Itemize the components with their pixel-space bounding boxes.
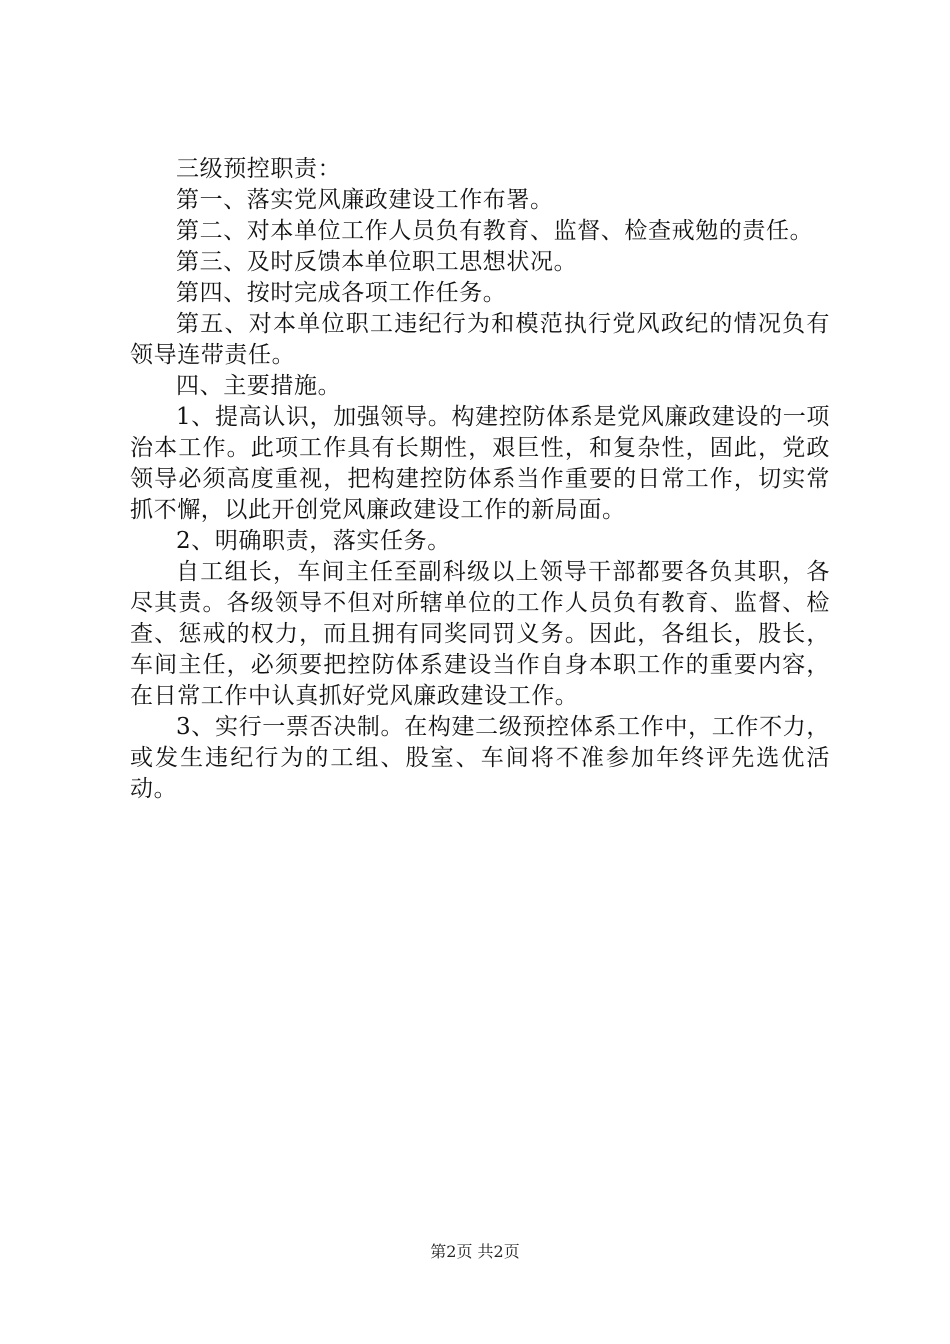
section-heading-measures: 四、主要措施。 [176,373,342,399]
paragraph-duty-2: 第二、对本单位工作人员负有教育、监督、检查戒勉的责任。 [176,218,814,244]
paragraph-measure-3: 3、实行一票否决制。在构建二级预控体系工作中，工作不力，或发生违纪行为的工组、股室、车间将不准参加年终评先选优活动。 [130,714,830,802]
paragraph-measure-1: 1、提高认识，加强领导。构建控防体系是党风廉政建设的一项治本工作。此项工作具有长期性，艰巨性，和复杂性，固此，党政领导必须高度重视，把构建控防体系当作重要的日常工作，切实常抓不懈，以此开创党风廉政建设工作的新局面。 [130,404,830,523]
paragraph-measure-2-heading: 2、明确职责，落实任务。 [176,528,451,554]
paragraph-duties-heading: 三级预控职责： [176,156,342,182]
page-number-footer: 第2页 共2页 [430,1242,520,1261]
paragraph-measure-2-body: 自工组长，车间主任至副科级以上领导干部都要各负其职，各尽其责。各级领导不但对所辖单位的工作人员负有教育、监督、检查、惩戒的权力，而且拥有同奖同罚义务。因此，各组长，股长，车间主任，必须要把控防体系建设当作自身本职工作的重要内容，在日常工作中认真抓好党风廉政建设工作。 [130,559,830,709]
paragraph-duty-5: 第五、对本单位职工违纪行为和模范执行党风政纪的情况负有领导连带责任。 [130,311,830,368]
paragraph-duty-3: 第三、及时反馈本单位职工思想状况。 [176,249,578,275]
document-body [130,154,830,805]
paragraph-duty-1: 第一、落实党风廉政建设工作布署。 [176,187,554,213]
paragraph-duty-4: 第四、按时完成各项工作任务。 [176,280,507,306]
